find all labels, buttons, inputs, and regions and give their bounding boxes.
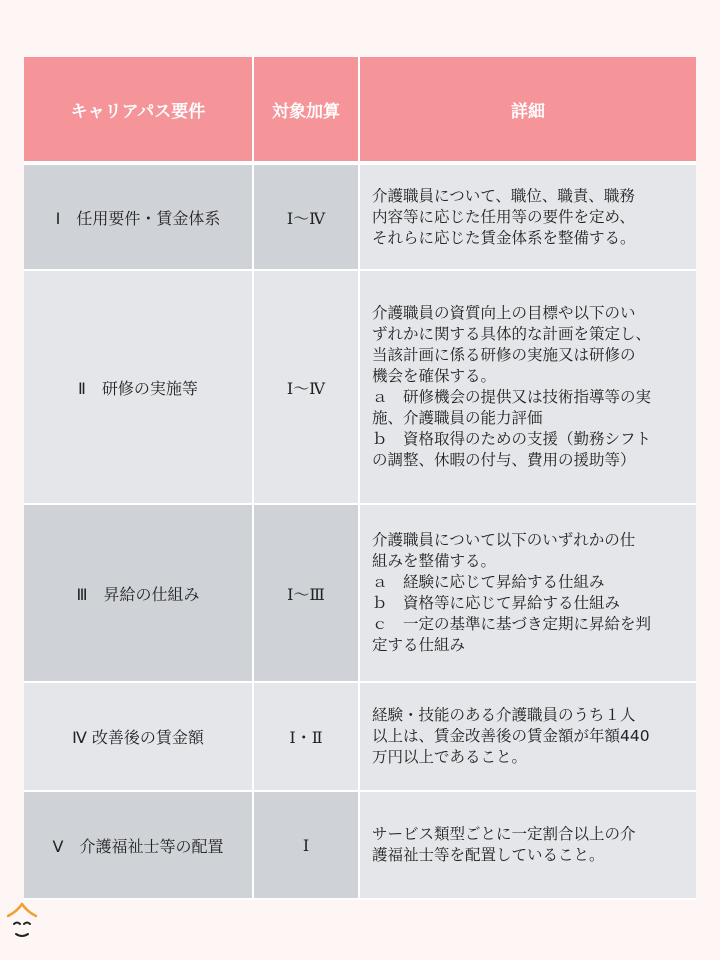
row-4-requirement: Ⅳ 改善後の賃金額 [24,683,254,792]
row-5-addition: Ⅰ [254,792,360,900]
smiling-face-icon [4,902,40,946]
career-path-table [24,57,696,900]
row-5-detail [360,792,696,900]
row-5-requirement: Ⅴ 介護福祉士等の配置 [24,792,254,900]
row-1-addition: Ⅰ～Ⅳ [254,165,360,271]
row-3-detail-text: 介護職員について以下のいずれかの仕 組みを整備する。 ａ 経験に応じて昇給する仕組み ｂ 資格等に応じて昇給する仕組み ｃ 一定の基準に基づき定期に昇給を判 定する仕組み [372,531,652,654]
row-2-detail [360,271,696,505]
row-3-requirement: Ⅲ 昇給の仕組み [24,505,254,683]
row-1-detail-text: 介護職員について、職位、職責、職務 内容等に応じた任用等の要件を定め、 それらに応じた賃金体系を整備する。 [372,186,636,247]
row-2-detail-text: 介護職員の資質向上の目標や以下のい ずれかに関する具体的な計画を策定し、 当該計画に係る研修の実施又は研修の 機会を確保する。 ａ 研修機会の提供又は技術指導等の実 施、介護職員の能力評価 ｂ 資格取得のための支援（勤務シフト の調整、休暇の付与、費用の援助等） [372,304,652,469]
header-requirement: キャリアパス要件 [24,57,254,165]
row-1-detail [360,165,696,271]
row-4-detail [360,683,696,792]
row-3-detail [360,505,696,683]
header-detail: 詳細 [360,57,696,165]
row-5-detail-text: サービス類型ごとに一定割合以上の介 護福祉士等を配置していること。 [372,825,636,864]
row-4-detail-text: 経験・技能のある介護職員のうち１人 以上は、賃金改善後の賃金額が年額440 万円以上であること。 [372,706,650,766]
row-3-addition: Ⅰ～Ⅲ [254,505,360,683]
row-2-addition: Ⅰ～Ⅳ [254,271,360,505]
header-addition: 対象加算 [254,57,360,165]
row-1-requirement: Ⅰ 任用要件・賃金体系 [24,165,254,271]
row-2-requirement: Ⅱ 研修の実施等 [24,271,254,505]
row-4-addition: Ⅰ・Ⅱ [254,683,360,792]
